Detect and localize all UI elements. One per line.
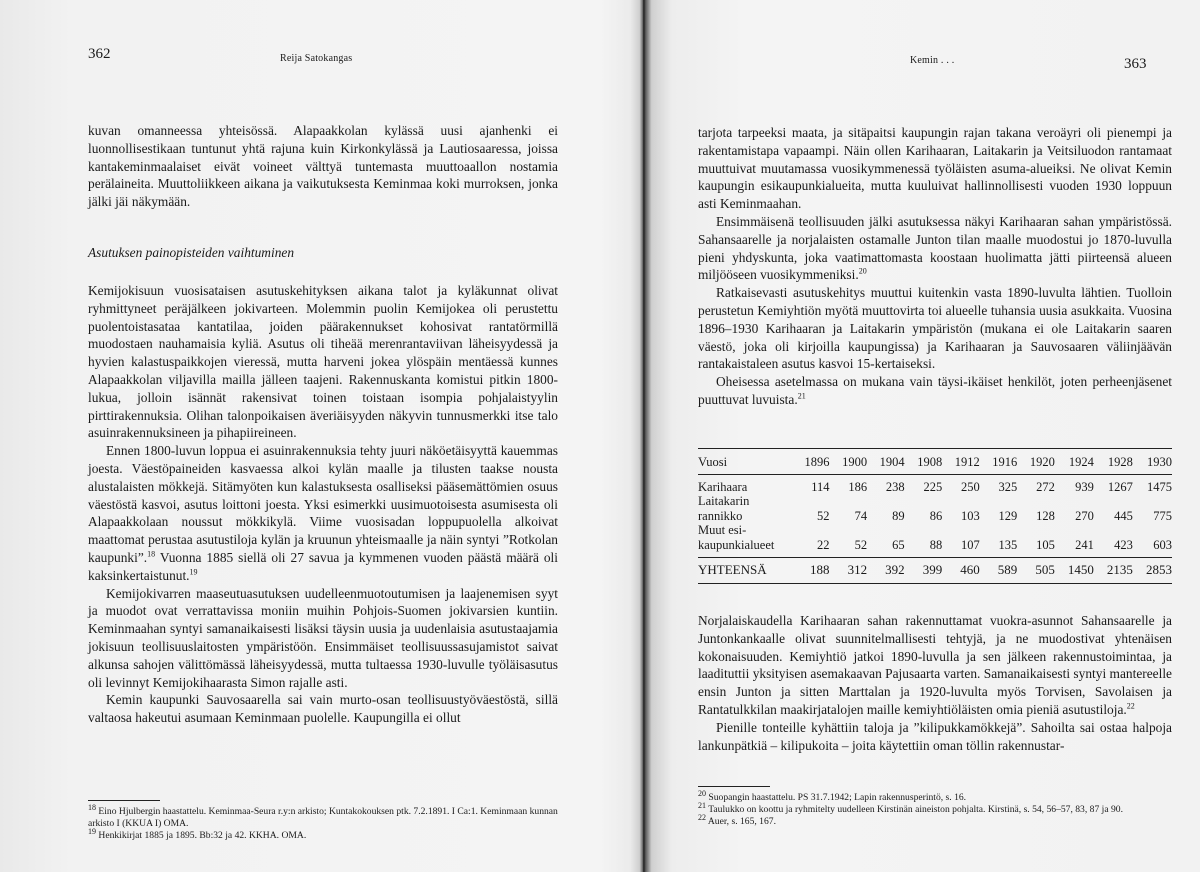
right-page (646, 0, 1200, 872)
year-header: 1904 (867, 449, 905, 475)
table-cell: 939 (1075, 479, 1094, 494)
year-header: 1930 (1133, 449, 1172, 475)
year-header: 1916 (980, 449, 1018, 475)
total-cell: 399 (905, 558, 943, 584)
paragraph: Ratkaisevasti asutuskehitys muuttui kuitenkin vasta 1890-luvulta lähtien. Tuolloin perustetun Kemiyhtiön myötä muuttovirta toi alueelle tuhansia uusia asukkaita. Vuosina 1896–1930 Karihaaran ja Laitakarin ympäristön (mukana ei ole Laitakarin saaren väestö, joka oli kirjoilla kaupungissa) ja Karihaaran ja Sauvosaaren väliinjäävän rantakaistaleen asutus kasvoi 15-kertaiseksi. (698, 285, 1172, 372)
footnote-ref: 21 (797, 391, 806, 401)
total-cell: 2853 (1133, 558, 1172, 584)
footnote-ref: 20 (858, 266, 867, 276)
table-cell: 186 (848, 479, 868, 494)
footnote: $^{21}$ Taulukko on koottu ja ryhmitelty uudelleen Kirstinän aineiston pohjalta. Kirstinä, s. 54, 56–57, 83, 87 ja 90. (698, 800, 1123, 815)
paragraph: kuvan omanneessa yhteisössä. Alapaakkolan kylässä uusi ajanhenki ei luonnollisestikaan tuntunut yhtä rajuna kuin Kirkonkylässä ja Lautiosaaressa, joissa kantakeminmaalaiset eivät voineet välttyä tuntemasta muuttoaallon nostamia perälaineita. Muuttoliikkeen aikana ja vaikutuksesta Keminmaa koki murroksen, jonka jälki jäi näkymään. (88, 123, 558, 210)
table-cell: 86 (929, 508, 943, 523)
year-header: 1900 (830, 449, 868, 475)
table-header-row (698, 449, 1172, 475)
total-cell: 188 (792, 558, 830, 584)
total-cell: 312 (830, 558, 868, 584)
year-header: 1896 (792, 449, 830, 475)
row-label: Laitakarin rannikko (698, 494, 750, 523)
table-cell: 105 (1036, 537, 1055, 552)
table-cell: 65 (892, 537, 905, 552)
table-cell: 238 (885, 479, 905, 494)
footnote: $^{19}$ Henkikirjat 1885 ja 1895. Bb:32 ja 42. KKHA. OMA. (88, 826, 307, 841)
table-cell: 445 (1114, 508, 1133, 523)
row-label: Muut esi- kaupunkialueet (698, 523, 775, 552)
table-row (698, 474, 1172, 494)
running-head: Reija Satokangas (280, 53, 353, 64)
population-table (698, 448, 1172, 584)
table-cell: 250 (960, 479, 980, 494)
paragraph: Ennen 1800-luvun loppua ei asuinrakennuksia tehty juuri näköetäisyyttä kauemmas joesta. Väestöpaineiden kasvaessa alkoi kylän maalle ja tilusten taakse nousta alustalaisten mökkejä. Sitämyöten kun kalastuksesta osalliseksi pääsemättömien osuus väestöstä kasvoi, asutus loittoni joesta. Yksi esimerkki uusimuotoisesta asumisesta oli Alapaakkolaan noussut mökkikylä. Viime vuosisadan loppupuolella alkoivat maattomat perustaa asutustiloja kylän ja kruunun yhteismaalle ja näin syntyi ”Rotkolan kaupunki”.$^{18}$ Vuonna 1885 siellä oli 27 savua ja kymmenen vuoden päästä määrä oli kaksinkertaistunut.$^{19}$ (88, 443, 559, 583)
table-cell: 241 (1075, 537, 1094, 552)
paragraph: Kemin kaupunki Sauvosaarella sai vain murto-osan teollisuustyöväestöstä, sillä valtaosa hakeutui asumaan Keminmaan puolelle. Kaupungilla ei ollut (88, 692, 558, 726)
total-cell: 392 (867, 558, 905, 584)
paragraph: Ensimmäisenä teollisuuden jälki asutuksessa näkyi Karihaaran sahan ympäristössä. Sahansaarelle ja norjalaisten ostamalle Junton tilan maalle muodostui jo 1870-luvulla pieni yhdyskunta, joka vaatimattomasta koostaan huolimatta jätti piirteensä alueen miljööseen vuosikymmeniksi.$^{20}$ (698, 213, 1172, 283)
section-subheading: Asutuksen painopisteiden vaihtuminen (88, 245, 295, 260)
table-cell: 128 (1036, 508, 1055, 523)
table-cell: 74 (854, 508, 868, 523)
table-total-row (698, 558, 1172, 584)
table-cell: 103 (960, 508, 980, 523)
table-cell: 107 (960, 537, 980, 552)
table-cell: 325 (998, 479, 1018, 494)
row-label: Karihaara (698, 479, 748, 494)
year-header: 1924 (1055, 449, 1094, 475)
total-cell: 505 (1017, 558, 1055, 584)
table-cell: 89 (892, 508, 905, 523)
table-cell: 603 (1153, 537, 1172, 552)
total-cell: 1450 (1055, 558, 1094, 584)
table-cell: 272 (1036, 479, 1055, 494)
year-header: 1920 (1017, 449, 1055, 475)
table-cell: 270 (1075, 508, 1094, 523)
footnote-rule (698, 786, 770, 787)
table-cell: 52 (854, 537, 868, 552)
table-cell: 423 (1114, 537, 1133, 552)
table-cell: 129 (998, 508, 1018, 523)
paragraph: Oheisessa asetelmassa on mukana vain täysi-ikäiset henkilöt, joten perheenjäsenet puuttuvat luvuista.$^{21}$ (698, 374, 1172, 407)
left-body-text (88, 282, 558, 727)
total-cell: 2135 (1094, 558, 1133, 584)
total-label: YHTEENSÄ (698, 558, 792, 584)
year-header: 1908 (905, 449, 943, 475)
total-cell: 460 (942, 558, 980, 584)
footnote-rule (88, 800, 160, 801)
year-header: 1928 (1094, 449, 1133, 475)
paragraph: Kemijokisuun vuosisataisen asutuskehityksen aikana talot ja kyläkunnat olivat ryhmittyneet peräjälkeen jokivarteen. Molemmin puolin Kemijokea oli perustettu puolentoistasataa kantatilaa, joiden päärakennukset kohosivat rantatörmillä muodostaen nauhamaisia kyliä. Asutus oli tiheää merenrantaviivan läheisyydessä ja hyvien kalastuspaikkojen vieressä, mutta harveni jokea ylöspäin mentäessä kunnes Alapaakkolan viljavilla mailla jälleen taajeni. Rakennuskanta komistui pitkin 1800-lukua, jolloin isännät rakensivat toinen toistaan isompia pohjalaistyylin pirttirakennuksia. Olihan talonpoikaisen äveriäisyyden näkyvin tunnusmerkki itse talo asuinrakennuksineen ja pihapiireineen. (88, 283, 558, 441)
footnote: $^{22}$ Auer, s. 165, 167. (698, 812, 776, 827)
paragraph: Norjalaiskaudella Karihaaran sahan rakennuttamat vuokra-asunnot Sahansaarelle ja Juntonkankaalle olivat suunnitelmallisesti tehtyjä, ja ne muodostivat yhtenäisen kokonaisuuden. Kemiyhtiö jatkoi 1890-luvulla ja sen jälkeen rakennustoimintaa, ja laadituttii yksityisen asemakaavan Pajusaarta varten. Samanaikaisesti syntyi mantereelle ensin Junton ja sitten Marttalan ja 1920-luvulta myös Torvisen, Savolaisen ja Rantatulkkilan maakirjatalojen maille kemiyhtiöläisten omia pieniä asutustiloja.$^{22}$ (698, 613, 1172, 717)
paragraph: Pienille tonteille kyhättiin taloja ja ”kilipukkamökkejä”. Sahoilta sai ostaa halpoja lankunpätkiä – kilipukoita – joita käytettiin oman töllin rakennustar- (698, 719, 1172, 753)
table-cell: 52 (817, 508, 830, 523)
right-body-text (698, 124, 1172, 409)
footnote-ref: 22 (1126, 701, 1135, 711)
right-footnotes (698, 788, 1172, 828)
left-footnotes (88, 802, 558, 842)
footnote: $^{18}$ Eino Hjulbergin haastattelu. Keminmaa-Seura r.y:n arkisto; Kuntakokouksen ptk. 7.2.1891. I Ca:1. Keminmaan kunnan arkisto I (KKUA I) OMA. (88, 802, 558, 829)
table-cell: 775 (1153, 508, 1172, 523)
page-number: 363 (1124, 56, 1147, 72)
paragraph: Kemijokivarren maaseutuasutuksen uudelleenmuotoutumisen ja laajenemisen syyt ja muodot ovat verrattavissa moniin muihin Pohjois-Suomen jokivarsien kuntiin. Keminmaahan syntyi samanaikaisesti lisäksi täysin uusia ja uudenlaisia asutustaajamia jokisuun teollisuuslaitosten ympäristöön. Ensimmäiset teollisuussasujamistot saivat alkunsa sahojen välittömässä läheisyydessä, mutta tultaessa 1930-luvulle työläisasutus oli levinnyt Kemijokihaarasta Simon rajalle asti. (88, 585, 558, 690)
page-number: 362 (88, 46, 111, 62)
footnote: $^{20}$ Suopangin haastattelu. PS 31.7.1942; Lapin rakennusperintö, s. 16. (698, 788, 967, 803)
table-cell: 1267 (1107, 479, 1133, 494)
paragraph: tarjota tarpeeksi maata, ja sitäpaitsi kaupungin rajan takana veroäyri oli pienempi ja rakentamistapa vapaampi. Näin ollen Karihaaran, Laitakarin ja Veitsiluodon rantamaat muuttuivat muutamassa vuosikymmenessä työläisten asuma-alueiksi. Ne olivat Kemin kaupungin esikaupunkialueita, mutta kuuluivat hallinnollisesti vuoden 1930 loppuun asti Keminmaahan. (698, 125, 1172, 212)
left-intro-paragraph (88, 122, 558, 211)
table-cell: 22 (817, 537, 830, 552)
table-row (698, 523, 1172, 558)
table-cell: 88 (929, 537, 943, 552)
table-cell: 1475 (1147, 479, 1172, 494)
right-body-text-lower (698, 612, 1172, 754)
table-cell: 225 (923, 479, 943, 494)
year-header: 1912 (942, 449, 980, 475)
running-head: Kemin . . . (910, 55, 955, 66)
total-cell: 589 (980, 558, 1018, 584)
table-cell: 114 (811, 479, 830, 494)
table-row (698, 494, 1172, 523)
table-cell: 135 (998, 537, 1018, 552)
footnote-ref: 19 (189, 567, 198, 577)
footnote-ref: 18 (147, 549, 156, 559)
table-header-label: Vuosi (698, 449, 792, 475)
